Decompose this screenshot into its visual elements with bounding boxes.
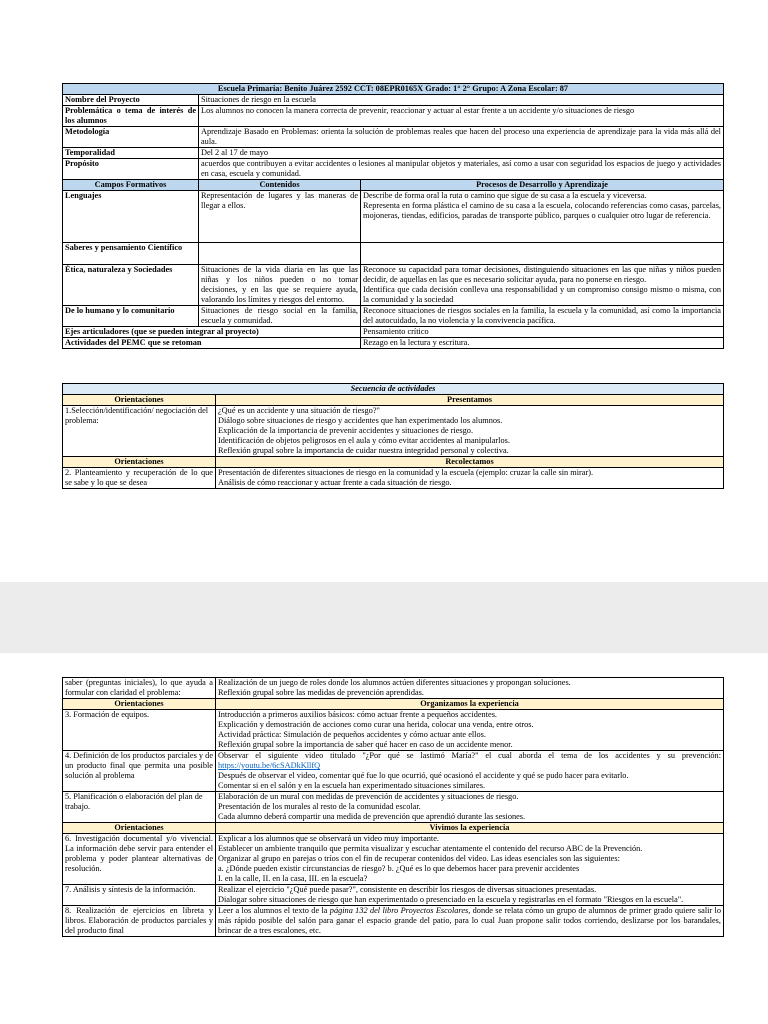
proposito-label: Propósito (63, 159, 199, 180)
orientacion-2: 2. Planteamiento y recuperación de lo que se sabe y lo que se desea (63, 468, 216, 489)
orientaciones-header: Orientaciones (63, 395, 216, 406)
actividades-4 (216, 751, 724, 792)
libro-pre: Leer a los alumnos el texto de la (218, 906, 330, 915)
actividades-2-cont (216, 678, 724, 699)
orientacion-2-cont: saber (preguntas iniciales), lo que ayuda a formular con claridad el problema: (63, 678, 216, 699)
procesos-saberes (361, 243, 724, 265)
proyecto-nombre-label: Nombre del Proyecto (63, 95, 199, 106)
pemc-label: Actividades del PEMC que se retoman (63, 338, 361, 349)
proposito-text: acuerdos que contribuyen a evitar accidentes o lesiones al manipular objetos y materiales, así como a usar con seguridad los espacios de juego y actividades en casa, escuela y comunidad. (199, 159, 724, 180)
actividad-line: a. ¿Dónde pueden existir circunstancias de riesgo? b. ¿Qué es lo que debemos hacer para prevenir accidentes (218, 864, 580, 873)
proyecto-nombre: Situaciones de riesgo en la escuela (199, 95, 724, 106)
sequence-table-2 (62, 677, 724, 937)
actividad-line: Establecer un ambiente tranquilo que permita visualizar y escuchar atentamente el contenido del recurso ABC de la Prevención. (218, 844, 643, 853)
actividad-line: Actividad práctica: Simulación de pequeños accidentes y cómo actuar ante ellos. (218, 730, 486, 739)
orientacion-7: 7. Análisis y síntesis de la información. (63, 885, 216, 906)
actividades-6 (216, 834, 724, 885)
actividad-line: ¿Qué es un accidente y una situación de riesgo?" (218, 406, 380, 415)
project-plan-table (62, 83, 724, 349)
actividad-line: Después de observar el video, comentar qué fue lo que ocurrió, qué ocasionó el accidente y qué se pudo hacer para evitarlo. (218, 771, 629, 780)
contenido-lenguajes: Representación de lugares y las maneras de llegar a ellos. (199, 191, 361, 243)
proceso-line: Describe de forma oral la ruta o camino que sigue de su casa a la escuela y viceversa. (363, 191, 647, 200)
actividad-line: Realizar el ejercicio "¿Qué puede pasar?", consistente en describir los riesgos de diversas situaciones presentadas. (218, 885, 597, 894)
pemc-valor: Rezago en la lectura y escritura. (361, 338, 724, 349)
orientacion-1: 1.Selección/identificación/ negociación del problema: (63, 406, 216, 457)
orientacion-5: 5. Planificación o elaboración del plan de trabajo. (63, 792, 216, 823)
actividad-line: Presentación de los murales al resto de la comunidad escolar. (218, 802, 421, 811)
page-gap (0, 582, 768, 653)
actividades-5 (216, 792, 724, 823)
problematica-label: Problemática o tema de interés de los alumnos (63, 106, 199, 127)
proceso-line: Representa en forma plástica el camino de su casa a la escuela, colocando referencias como casas, parcelas, mojoneras, tiendas, edificios, paradas de transporte público, parques o cualquier otro lugar de referencia. (363, 201, 721, 220)
actividad-line: Introducción a primeros auxilios básicos: cómo actuar frente a pequeños accidentes. (218, 710, 497, 719)
procesos-header: Procesos de Desarrollo y Aprendizaje (361, 180, 724, 191)
actividad-line: Reflexión grupal sobre la importancia de saber qué hacer en caso de un accidente menor. (218, 740, 513, 749)
ejes-valor: Pensamiento crítico (361, 327, 724, 338)
metodologia-text: Aprendizaje Basado en Problemas: orienta la solución de problemas reales que hacen del proceso una experiencia de aprendizaje para la vida más allá del aula. (199, 127, 724, 148)
actividad-line: Presentación de diferentes situaciones de riesgo en la comunidad y la escuela (ejemplo: cruzar la calle sin mirar). (218, 468, 594, 477)
orientacion-3: 3. Formación de equipos. (63, 710, 216, 751)
contenido-etica: Situaciones de la vida diaria en las que las niñas y los niños pueden o no tomar decisiones, y en las que se requiere ayuda, valorando los límites y riesgos del entorno. (199, 265, 361, 306)
video-link[interactable]: https://youtu.be/6cSADkKllfQ (218, 761, 321, 770)
ejes-label: Ejes articuladores (que se pueden integrar al proyecto) (63, 327, 361, 338)
fase-organizamos: Organizamos la experiencia (216, 699, 724, 710)
campo-etica: Ética, naturaleza y Sociedades (63, 265, 199, 306)
actividad-line: Identificación de objetos peligrosos en el aula y cómo evitar accidentes al manipularlos. (218, 436, 510, 445)
orientaciones-header: Orientaciones (63, 699, 216, 710)
sequence-table-1 (62, 383, 724, 489)
procesos-etica (361, 265, 724, 306)
actividad-line: Organizar al grupo en parejas o tríos con el fin de recuperar contenidos del video. Las ideas esenciales son las siguientes: (218, 854, 620, 863)
actividad-line: I. en la calle, II. en la casa, III. en la escuela? (218, 874, 368, 883)
actividad-line: Diálogo sobre situaciones de riesgo y accidentes que han experimentado los alumnos. (218, 416, 503, 425)
actividades-2 (216, 468, 724, 489)
actividades-1 (216, 406, 724, 457)
actividad-line: Explicación y demostración de acciones como curar una herida, colocar una venda, entre otros. (218, 720, 534, 729)
actividad-line: Reflexión grupal sobre las medidas de prevención aprendidas. (218, 688, 424, 697)
proceso-line: Identifica que cada decisión conlleva una responsabilidad y un compromiso consigo mismo o misma, con la comunidad y la sociedad (363, 285, 721, 304)
actividades-8 (216, 906, 724, 937)
actividad-line: Realización de un juego de roles donde los alumnos actúen diferentes situaciones y propongan soluciones. (218, 678, 571, 687)
orientaciones-header: Orientaciones (63, 823, 216, 834)
actividad-line: Comentar si en el salón y en la escuela han experimentado situaciones similares. (218, 781, 486, 790)
temporalidad-label: Temporalidad (63, 148, 199, 159)
fase-recolectamos: Recolectamos (216, 457, 724, 468)
contenido-humano: Situaciones de riesgo social en la familia, escuela y comunidad. (199, 306, 361, 327)
actividad-line: Dialogar sobre situaciones de riesgo que han experimentado o presenciado en la escuela y registrarlas en el formato "Riesgos en la escuela". (218, 895, 684, 904)
orientacion-6: 6. Investigación documental y/o vivencial. La información debe servir para entender el problema y poder plantear alternativas de resolución. (63, 834, 216, 885)
temporalidad-text: Del 2 al 17 de mayo (199, 148, 724, 159)
actividad-line: Explicación de la importancia de prevenir accidentes y situaciones de riesgo. (218, 426, 474, 435)
procesos-humano: Reconoce situaciones de riesgos sociales en la familia, la escuela y la comunidad, así como la importancia del autocuidado, la no violencia y la convivencia pacífica. (361, 306, 724, 327)
actividad-line: Explicar a los alumnos que se observará un video muy importante. (218, 834, 439, 843)
actividades-7 (216, 885, 724, 906)
fase-presentamos: Presentamos (216, 395, 724, 406)
problematica-text: Los alumnos no conocen la manera correcta de prevenir, reaccionar y actuar al estar frente a un accidente y/o situaciones de riesgo (199, 106, 724, 127)
document-page-2 (0, 653, 768, 1024)
campos-header: Campos Formativos (63, 180, 199, 191)
video-line (218, 751, 721, 771)
libro-post: , donde se relata cómo un grupo de alumnos de primer grado quiere salir lo más rápido posible del salón para ganar el espacio grande del patio, para lo cual Juan propone salir todos corriendo, deslizarse por los barandales, brincar de a tres escalones, etc. (218, 906, 722, 935)
contenido-saberes (199, 243, 361, 265)
contenidos-header: Contenidos (199, 180, 361, 191)
video-text: Observar el siguiente video titulado "¿Por qué se lastimó María?" el cual aborda el tema de los accidentes y su prevención: (218, 751, 721, 760)
campo-humano: De lo humano y lo comunitario (63, 306, 199, 327)
actividad-line: Reflexión grupal sobre la importancia de cuidar nuestra integridad personal y colectiva. (218, 446, 509, 455)
orientacion-8: 8. Realización de ejercicios en libreta y libros. Elaboración de productos parciales y del producto final (63, 906, 216, 937)
actividades-3 (216, 710, 724, 751)
actividad-line: Análisis de cómo reaccionar y actuar frente a cada situación de riesgo. (218, 478, 452, 487)
metodologia-label: Metodología (63, 127, 199, 148)
campo-lenguajes: Lenguajes (63, 191, 199, 243)
proceso-line: Reconoce su capacidad para tomar decisiones, distinguiendo situaciones en las que niñas y niños pueden decidir, de aquellas en las que es necesario solicitar ayuda, para no ponerse en riesgo. (363, 265, 721, 284)
actividad-line: Cada alumno deberá compartir una medida de prevención que aprendió durante las sesiones. (218, 812, 526, 821)
orientacion-4: 4. Definición de los productos parciales y de un producto final que permita una posible solución al problema (63, 751, 216, 792)
procesos-lenguajes (361, 191, 724, 243)
orientaciones-header: Orientaciones (63, 457, 216, 468)
school-header: Escuela Primaria: Benito Juárez 2592 CCT: 08EPR0165X Grado: 1° 2° Grupo: A Zona Escolar: 87 (63, 84, 724, 95)
libro-reference: página 132 del libro Proyectos Escolares (329, 906, 469, 915)
campo-saberes: Saberes y pensamiento Científico (63, 243, 199, 265)
actividad-line: Elaboración de un mural con medidas de prevención de accidentes y situaciones de riesgo. (218, 792, 519, 801)
secuencia-title: Secuencia de actividades (63, 384, 724, 395)
fase-vivimos: Vivimos la experiencia (216, 823, 724, 834)
